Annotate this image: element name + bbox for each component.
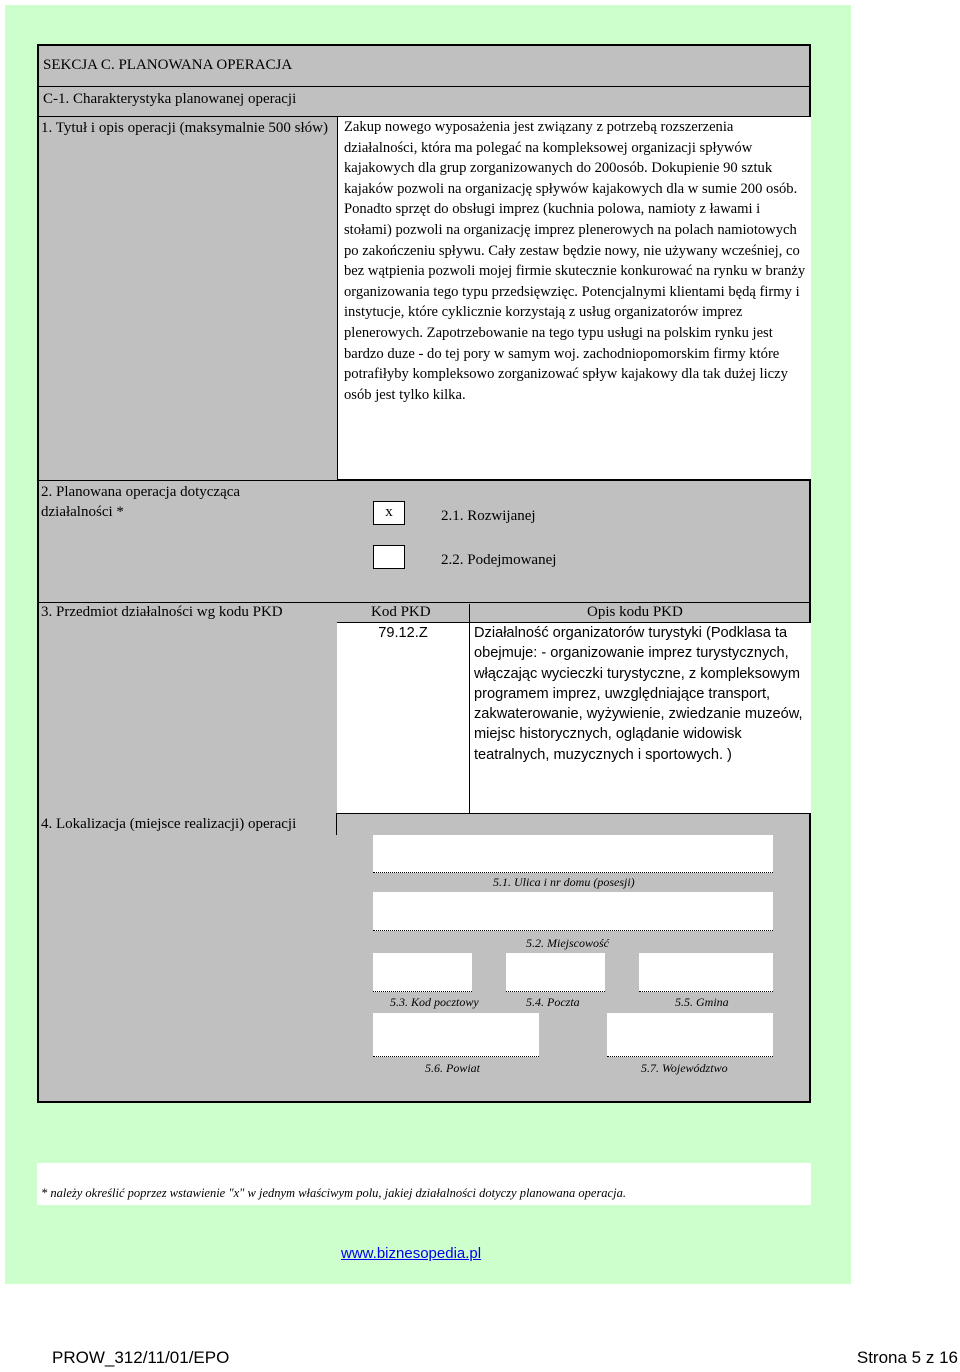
voivodeship-label: 5.7. Województwo [641, 1061, 728, 1075]
street-label: 5.1. Ulica i nr domu (posesji) [493, 875, 635, 889]
pkd-desc-header: Opis kodu PKD [587, 604, 683, 620]
option-podejmowanej-label: 2.2. Podejmowanej [441, 552, 557, 568]
option-rozwijanej-label: 2.1. Rozwijanej [441, 508, 536, 524]
postal-code-label: 5.3. Kod pocztowy [390, 995, 479, 1009]
website-link[interactable]: www.biznesopedia.pl [341, 1245, 482, 1262]
footnote-text: * należy określić poprzez wstawienie "x" w jednym właściwym polu, jakiej działalności dotyczy planowana operacja. [41, 1186, 626, 1200]
powiat-label: 5.6. Powiat [425, 1061, 481, 1075]
powiat-input[interactable] [373, 1013, 539, 1057]
q3-label: 3. Przedmiot działalności wg kodu PKD [41, 604, 283, 620]
street-input[interactable] [373, 835, 773, 873]
subsection-title: C-1. Charakterystyka planowanej operacji [43, 91, 297, 107]
voivodeship-input[interactable] [607, 1013, 773, 1057]
checkbox-podejmowanej[interactable] [373, 545, 405, 569]
document-id: PROW_312/11/01/EPO [52, 1348, 230, 1367]
pkd-code-header: Kod PKD [371, 604, 431, 620]
q1-label: 1. Tytuł i opis operacji (maksymalnie 500 słów) [41, 120, 328, 136]
city-label: 5.2. Miejscowość [526, 936, 609, 950]
page-number: Strona 5 z 16 [856, 1348, 958, 1367]
q2-label: 2. Planowana operacja dotycząca działalności * [41, 484, 241, 520]
checkbox-rozwijanej[interactable]: x [373, 501, 405, 525]
pkd-desc-cell[interactable]: Działalność organizatorów turystyki (Podklasa ta obejmuje: - organizowanie imprez turystycznych, włączając wycieczki turystyczne, z kompleksowym programem imprez, uwzględniające transport, zakwaterowanie, wyżywienie, zwiedzanie muzeów, miejsc historycznych, oglądanie widowisk teatralnych, muzycznych i sportowych. ) [470, 623, 811, 813]
pkd-code-cell[interactable]: 79.12.Z [337, 623, 469, 813]
q1-answer-text: Zakup nowego wyposażenia jest związany z potrzebą rozszerzenia działalności, która ma polegać na kompleksowej organizacji spływów kajakowych dla grup zorganizowanych do 200osób. Dokupienie 90 sztuk kajaków pozwoli na organizację spływów kajakowych dla w sumie 200 osób. Ponadto sprzęt do obsługi imprez (kuchnia polowa, namioty z ławami i stołami) pozwoli na organizację imprez plenerowych na polach namiotowych po zakończeniu spływu. Cały zestaw będzie nowy, nie używany wcześniej, co bez wątpienia pozwoli mojej firmie skutecznie konkurować na rynku w branży organizowania tego typu przedsięwzięc. Potencjalnymi klientami będą firmy i instytucje, które cyklicznie korzystają z usług organizatorów imprez plenerowych. Zapotrzebowanie na tego typu usługi na polskim rynku jest bardzo duze - do tej pory w samym woj. zachodniopomorskim firmy które potrafiłyby kompleksowo zorganizować spływ kajakowy dla tak dużej liczy osób jest tylko kilka. [344, 119, 806, 403]
q4-label: 4. Lokalizacja (miejsce realizacji) operacji [41, 816, 297, 832]
footnote-box [37, 1163, 811, 1205]
form-section-c [37, 44, 811, 1103]
city-input[interactable] [373, 892, 773, 931]
gmina-input[interactable] [639, 953, 773, 992]
gmina-label: 5.5. Gmina [675, 995, 729, 1009]
post-office-label: 5.4. Poczta [526, 995, 580, 1009]
q1-answer-box[interactable] [337, 117, 811, 480]
section-title: SEKCJA C. PLANOWANA OPERACJA [43, 57, 293, 73]
postal-code-input[interactable] [373, 953, 472, 992]
post-office-input[interactable] [506, 953, 605, 992]
